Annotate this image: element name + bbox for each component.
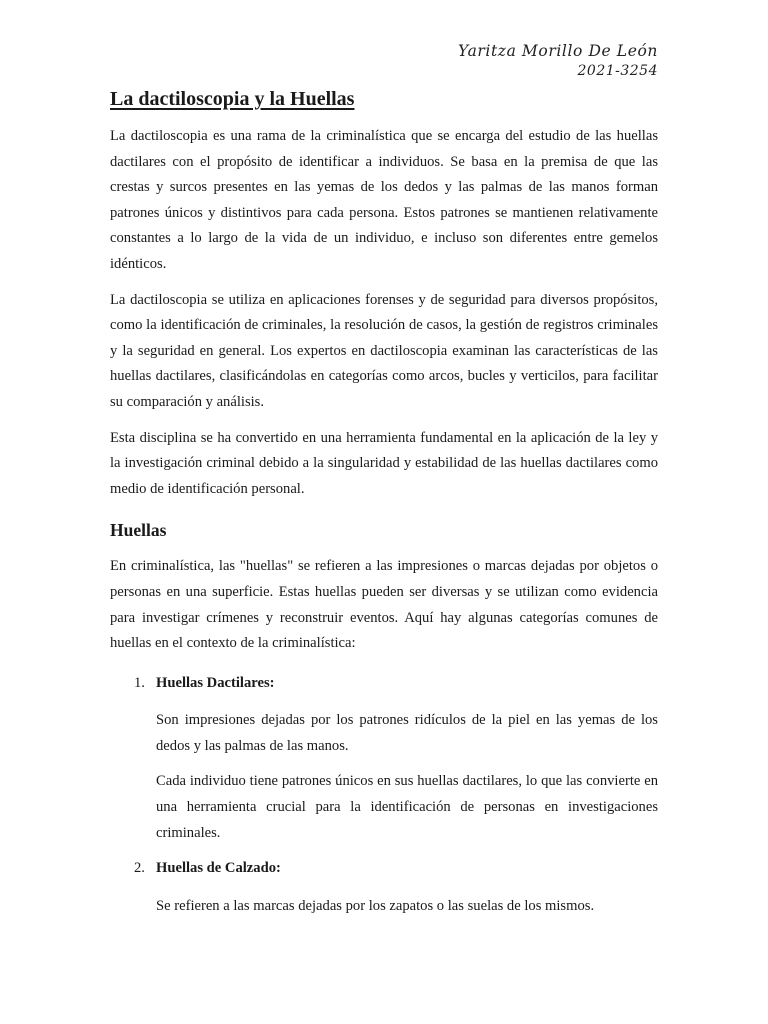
list-marker: 1. xyxy=(134,674,145,691)
intro-paragraph-2: La dactiloscopia se utiliza en aplicaciones forenses y de seguridad para diversos propósitos, como la identificación de criminales, la resolución de casos, la gestión de registros criminales y la seguridad en general. Los expertos en dactiloscopia examinan las características de las huellas dactilares, clasificándolas en categorías como arcos, bucles y verticilos, para facilitar su comparación y análisis. xyxy=(110,291,658,410)
list-item-title: Huellas de Calzado: xyxy=(156,860,281,877)
document-page xyxy=(110,40,658,929)
author-id: 2021-3254 xyxy=(577,63,658,79)
huellas-list xyxy=(110,671,658,920)
section-paragraph: En criminalística, las "huellas" se refieren a las impresiones o marcas dejadas por objetos o personas en una superficie. Estas huellas pueden ser diversas y se utilizan como evidencia para investigar crímenes y reconstruir eventos. Aquí hay algunas categorías comunes de huellas en el contexto de la criminalística: xyxy=(110,558,658,652)
author-block xyxy=(110,40,658,80)
author-name: Yaritza Morillo De León xyxy=(457,42,658,60)
intro-paragraph-3: Esta disciplina se ha convertido en una herramienta fundamental en la aplicación de la ley y la investigación criminal debido a la singularidad y estabilidad de las huellas dactilares como medio de identificación personal. xyxy=(110,429,658,497)
list-item xyxy=(110,856,658,919)
list-item-paragraph: Cada individuo tiene patrones únicos en sus huellas dactilares, lo que las convierte en una herramienta crucial para la identificación de personas en investigaciones criminales. xyxy=(156,773,658,841)
list-item-paragraph: Son impresiones dejadas por los patrones ridículos de la piel en las yemas de los dedos y las palmas de las manos. xyxy=(156,712,658,754)
intro-paragraph-1: La dactiloscopia es una rama de la criminalística que se encarga del estudio de las huellas dactilares con el propósito de identificar a individuos. Se basa en la premisa de que las crestas y surcos presentes en las yemas de los dedos y las palmas de las manos forman patrones únicos y distintivos para cada persona. Estos patrones se mantienen relativamente constantes a lo largo de la vida de un individuo, e incluso son diferentes entre gemelos idénticos. xyxy=(110,128,658,272)
section-heading-huellas: Huellas xyxy=(110,520,167,541)
list-item xyxy=(110,671,658,847)
document-title: La dactiloscopia y la Huellas xyxy=(110,88,355,110)
list-item-paragraph: Se refieren a las marcas dejadas por los zapatos o las suelas de los mismos. xyxy=(156,897,595,914)
list-item-title: Huellas Dactilares: xyxy=(156,674,275,691)
list-marker: 2. xyxy=(134,860,145,877)
